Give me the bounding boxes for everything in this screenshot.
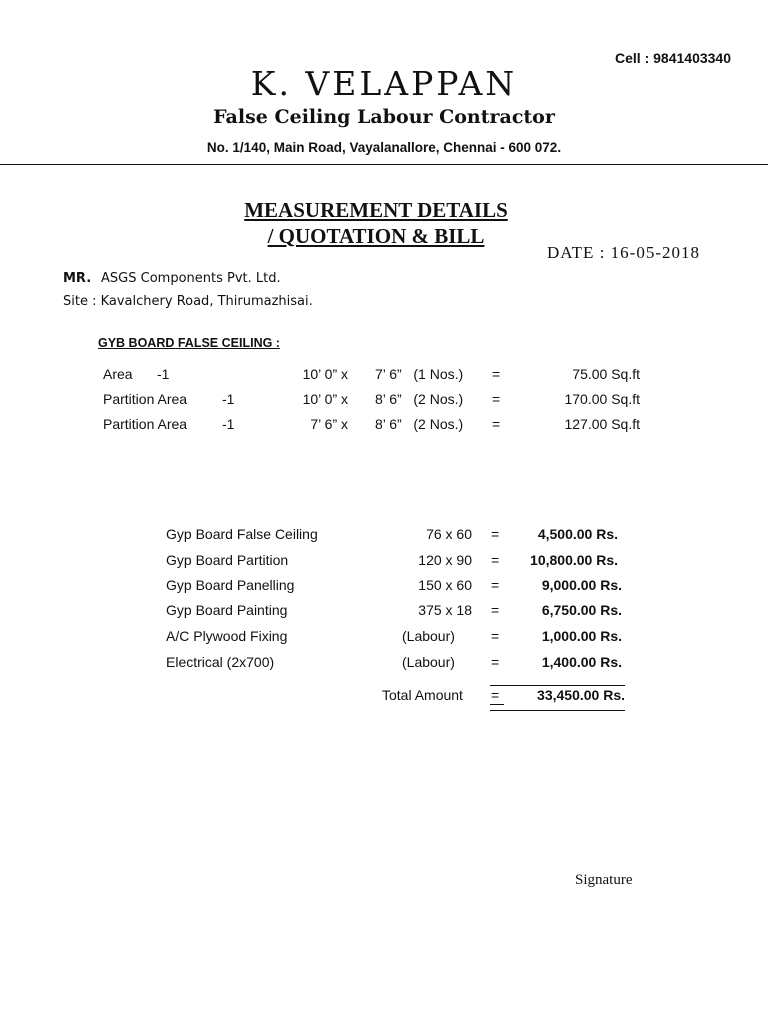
document-title-line1: MEASUREMENT DETAILS [244,198,508,222]
bill-item: Gyp Board False Ceiling [166,526,318,542]
total-equals-underline [490,704,504,705]
measurement-equals: = [492,366,501,382]
bill-qty: 375 x 18 [418,602,472,618]
bill-item: A/C Plywood Fixing [166,628,288,644]
contractor-address: No. 1/140, Main Road, Vayalanallore, Chennai - 600 072. [206,140,562,155]
document-title-line2: / QUOTATION & BILL [267,224,485,248]
measurement-equals: = [492,416,501,432]
bill-amount: 9,000.00 Rs. [541,577,622,593]
document-date: DATE : 16-05-2018 [547,243,700,262]
measurement-count: -1 [222,391,235,407]
contractor-trade: False Ceiling Labour Contractor [213,106,555,128]
signature-label: Signature [575,872,633,888]
bill-item: Electrical (2x700) [166,654,275,670]
bill-equals: = [491,577,500,593]
bill-qty: 76 x 60 [426,526,472,542]
bill-qty: (Labour) [402,654,455,670]
contractor-name: K. VELAPPAN [250,64,518,103]
bill-equals: = [491,552,500,568]
measurement-dim2: 8’ 6” (2 Nos.) [375,416,464,432]
bill-amount: 4,500.00 Rs. [537,526,618,542]
measurement-dim1: 10’ 0” x [302,366,348,382]
total-rule [490,710,625,711]
bill-item: Gyp Board Painting [166,602,288,618]
bill-qty: 120 x 90 [418,552,472,568]
header-divider [0,164,768,165]
measurement-dim1: 10’ 0” x [302,391,348,407]
measurement-label: Area [103,366,133,382]
measurement-dim2: 7’ 6” (1 Nos.) [375,366,464,382]
measurement-count: -1 [157,366,170,382]
measurement-label: Partition Area [103,391,188,407]
bill-item: Gyp Board Panelling [166,577,295,593]
bill-qty: 150 x 60 [418,577,472,593]
bill-qty: (Labour) [402,628,455,644]
bill-equals: = [491,654,500,670]
measurement-result: 75.00 Sq.ft [572,366,640,382]
cell-number: Cell : 9841403340 [615,50,731,66]
measurement-equals: = [492,391,501,407]
bill-item: Gyp Board Partition [166,552,289,568]
total-label: Total Amount [382,687,463,703]
measurement-label: Partition Area [103,416,188,432]
bill-equals: = [491,628,500,644]
client-line [63,269,281,286]
section-title: GYB BOARD FALSE CEILING : [98,336,280,350]
client-site: Site : Kavalchery Road, Thirumazhisai. [63,294,313,309]
bill-amount: 10,800.00 Rs. [530,552,618,568]
subtotal-rule [490,685,625,686]
total-equals: = [491,687,500,703]
measurement-result: 170.00 Sq.ft [564,391,640,407]
bill-amount: 1,400.00 Rs. [541,654,622,670]
measurement-count: -1 [222,416,235,432]
measurement-dim1: 7’ 6” x [310,416,348,432]
client-prefix: MR. [63,271,92,286]
bill-equals: = [491,526,500,542]
total-amount: 33,450.00 Rs. [537,687,625,703]
bill-amount: 6,750.00 Rs. [541,602,622,618]
client-name: ASGS Components Pvt. Ltd. [101,271,281,286]
measurement-result: 127.00 Sq.ft [564,416,640,432]
measurement-dim2: 8’ 6” (2 Nos.) [375,391,464,407]
bill-equals: = [491,602,500,618]
bill-amount: 1,000.00 Rs. [541,628,622,644]
